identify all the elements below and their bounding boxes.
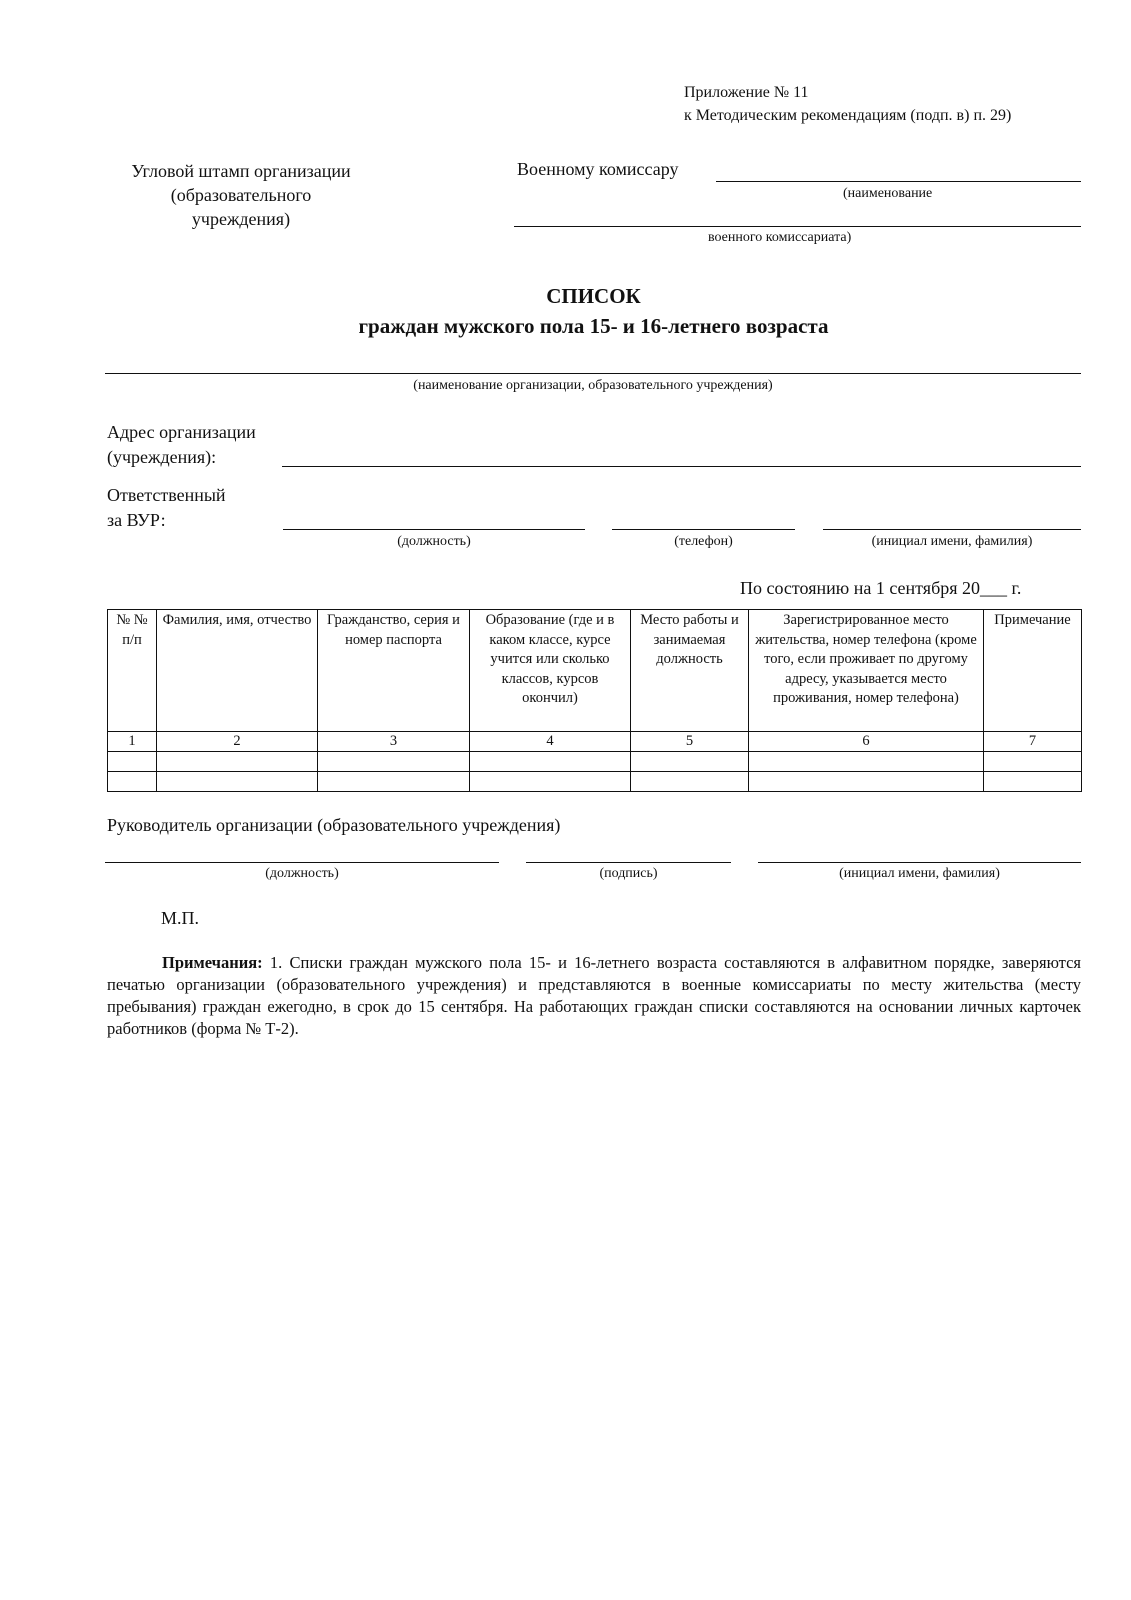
table-column-numbers-row (108, 732, 1082, 752)
table-cell[interactable] (631, 752, 749, 772)
recipient-hint-1: (наименование (843, 186, 933, 201)
responsible-label (107, 483, 226, 533)
table-cell[interactable] (157, 752, 318, 772)
column-number: 7 (984, 732, 1082, 752)
appendix-source: к Методическим рекомендациям (подп. в) п. 29) (684, 107, 1012, 124)
col-header-workplace: Место работы и занимаемая должность (631, 610, 749, 732)
responsible-name-hint: (инициал имени, фамилия) (871, 534, 1033, 549)
stamp-line-2: (образовательного (170, 185, 312, 205)
table-cell[interactable] (157, 772, 318, 792)
table-cell[interactable] (108, 752, 157, 772)
column-number: 6 (749, 732, 984, 752)
appendix-number: Приложение № 11 (684, 84, 809, 101)
table-cell[interactable] (108, 772, 157, 792)
recipient-name-line-2[interactable] (514, 226, 1081, 227)
stamp-line-1: Угловой штамп организации (131, 161, 351, 181)
recipient-name-line[interactable] (716, 181, 1081, 182)
head-name-line[interactable] (758, 862, 1081, 863)
as-of-date: По состоянию на 1 сентября 20___ г. (740, 578, 1022, 598)
col-header-full-name: Фамилия, имя, отчество (157, 610, 318, 732)
citizens-table (107, 609, 1082, 792)
responsible-phone-line[interactable] (612, 529, 795, 530)
table-cell[interactable] (749, 752, 984, 772)
notes-paragraph (107, 952, 1081, 1040)
notes-label: Примечания: (162, 953, 263, 972)
address-line[interactable] (282, 466, 1081, 467)
seal-placeholder: М.П. (161, 908, 200, 928)
table-cell[interactable] (470, 752, 631, 772)
col-header-number: № № п/п (108, 610, 157, 732)
table-row (108, 752, 1082, 772)
head-signature-hint: (подпись) (599, 866, 658, 881)
table-cell[interactable] (631, 772, 749, 792)
column-number: 2 (157, 732, 318, 752)
col-header-residence: Зарегистрированное место жительства, номер телефона (кроме того, если проживает по другому адресу, указывается место проживания, номер телефона) (749, 610, 984, 732)
org-name-line[interactable] (105, 373, 1081, 374)
responsible-position-line[interactable] (283, 529, 585, 530)
responsible-position-hint: (должность) (397, 534, 471, 549)
address-label-line-1: Адрес организации (107, 422, 256, 442)
head-signature-line[interactable] (526, 862, 731, 863)
head-position-line[interactable] (105, 862, 499, 863)
address-label-line-2: (учреждения): (107, 447, 217, 467)
head-position-hint: (должность) (265, 866, 339, 881)
corner-stamp-placeholder (104, 159, 378, 231)
column-number: 4 (470, 732, 631, 752)
column-number: 3 (318, 732, 470, 752)
org-name-hint: (наименование организации, образовательного учреждения) (413, 378, 773, 393)
table-cell[interactable] (470, 772, 631, 792)
head-name-hint: (инициал имени, фамилия) (839, 866, 1000, 881)
table-cell[interactable] (318, 772, 470, 792)
address-label (107, 420, 256, 470)
recipient-label: Военному комиссару (517, 159, 679, 179)
notes-text: 1. Списки граждан мужского пола 15- и 16-летнего возраста составляются в алфавитном порядке, заверяются печатью организации (образовательного учреждения) и представляются в военные комиссариаты по месту жительства (месту пребывания) граждан ежегодно, в срок до 15 сентября. На работающих граждан списки составляются на основании личных карточек работников (форма № Т-2). (107, 953, 1081, 1038)
responsible-name-line[interactable] (823, 529, 1081, 530)
responsible-label-line-2: за ВУР: (107, 510, 166, 530)
col-header-education: Образование (где и в каком классе, курсе учится или сколько классов, курсов окончил) (470, 610, 631, 732)
recipient-hint-2: военного комиссариата) (708, 230, 852, 245)
responsible-label-line-1: Ответственный (107, 485, 226, 505)
head-signature-label: Руководитель организации (образовательного учреждения) (107, 815, 561, 835)
column-number: 5 (631, 732, 749, 752)
table-row (108, 772, 1082, 792)
table-cell[interactable] (984, 752, 1082, 772)
table-header-row (108, 610, 1082, 732)
table-cell[interactable] (749, 772, 984, 792)
document-subtitle: граждан мужского пола 15- и 16-летнего возраста (358, 314, 829, 338)
responsible-phone-hint: (телефон) (674, 534, 733, 549)
table-cell[interactable] (318, 752, 470, 772)
table-cell[interactable] (984, 772, 1082, 792)
col-header-citizenship-passport: Гражданство, серия и номер паспорта (318, 610, 470, 732)
document-title: СПИСОК (546, 284, 641, 308)
appendix-reference (684, 81, 1011, 127)
column-number: 1 (108, 732, 157, 752)
col-header-note: Примечание (984, 610, 1082, 732)
stamp-line-3: учреждения) (191, 209, 291, 229)
